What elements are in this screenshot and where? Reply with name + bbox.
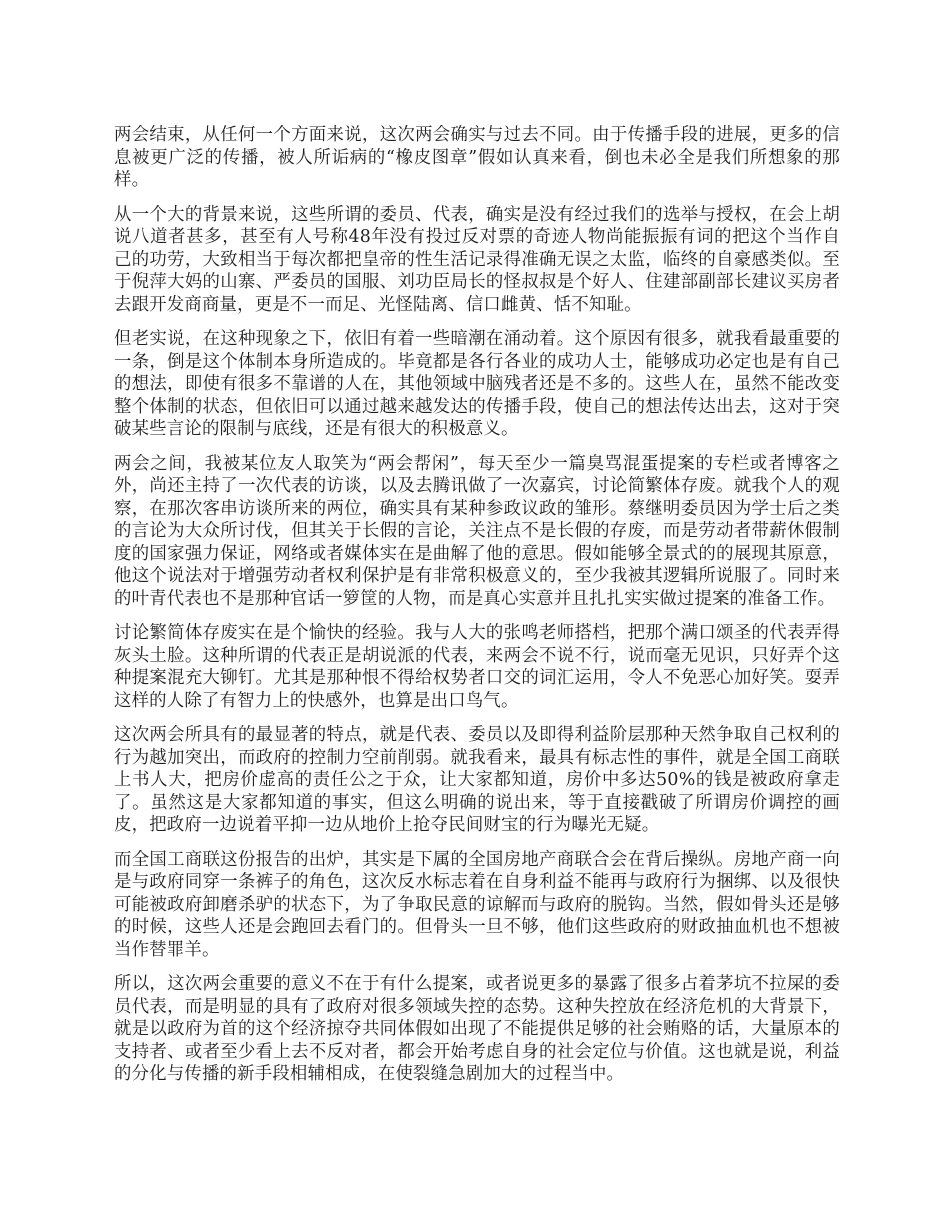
paragraph-7: 而全国工商联这份报告的出炉，其实是下属的全国房地产商联合会在背后操纵。房地产商一向是与政府同穿一条裤子的角色，这次反水标志着在自身利益不能再与政府行为捆绑、以及很快可能被政府卸磨杀驴的状态下，为了争取民意的谅解而与政府的脱钩。当然，假如骨头还是够的时候，这些人还是会跑回去看门的。但骨头一旦不够，他们这些政府的财政抽血机也不想被当作替罪羊。 [114,849,840,960]
paragraph-2: 从一个大的背景来说，这些所谓的委员、代表，确实是没有经过我们的选举与授权，在会上胡说八道者甚多，甚至有人号称48年没有投过反对票的奇迹人物尚能振振有词的把这个当作自己的功劳，大致相当于每次都把皇帝的性生活记录得准确无误之太监，临终的自豪感类似。至于倪萍大妈的山寨、严委员的国服、刘功臣局长的怪叔叔是个好人、住建部副部长建议买房者去跟开发商商量，更是不一而足、光怪陆离、信口雌黄、恬不知耻。 [114,204,840,315]
paragraph-3: 但老实说，在这种现象之下，依旧有着一些暗潮在涌动着。这个原因有很多，就我看最重要的一条，倒是这个体制本身所造成的。毕竟都是各行各业的成功人士，能够成功必定也是有自己的想法，即使有很多不靠谱的人在，其他领域中脑残者还是不多的。这些人在，虽然不能改变整个体制的状态，但依旧可以通过越来越发达的传播手段，使自己的想法传达出去，这对于突破某些言论的限制与底线，还是有很大的积极意义。 [114,329,840,439]
paragraph-1: 两会结束，从任何一个方面来说，这次两会确实与过去不同。由于传播手段的进展，更多的信息被更广泛的传播，被人所诟病的“橡皮图章”假如认真来看，倒也未必全是我们所想象的那样。 [114,125,840,190]
document-body [114,124,840,1098]
paragraph-8: 所以，这次两会重要的意义不在于有什么提案，或者说更多的暴露了很多占着茅坑不拉屎的委员代表，而是明显的具有了政府对很多领域失控的态势。这种失控放在经济危机的大背景下，就是以政府为首的这个经济掠夺共同体假如出现了不能提供足够的社会贿赂的话，大量原本的支持者、或者至少看上去不反对者，都会开始考虑自身的社会定位与价值。这也就是说，利益的分化与传播的新手段相辅相成，在使裂缝急剧加大的过程当中。 [114,974,840,1084]
paragraph-6: 这次两会所具有的最显著的特点，就是代表、委员以及即得利益阶层那种天然争取自己权利的行为越加突出，而政府的控制力空前削弱。就我看来，最具有标志性的事件，就是全国工商联上书人大，把房价虚高的责任公之于众，让大家都知道，房价中多达50%的钱是被政府拿走了。虽然这是大家都知道的事实，但这么明确的说出来，等于直接戳破了所谓房价调控的画皮，把政府一边说着平抑一边从地价上抢夺民间财宝的行为曝光无疑。 [114,725,840,835]
paragraph-5: 讨论繁简体存废实在是个愉快的经验。我与人大的张鸣老师搭档，把那个满口颂圣的代表弄得灰头土脸。这种所谓的代表正是胡说派的代表，来两会不说不行，说而毫无见识，只好弄个这种提案混充大铆钉。尤其是那种恨不得给权势者口交的词汇运用，令人不免恶心加好笑。耍弄这样的人除了有智力上的快感外，也算是出口鸟气。 [114,623,840,711]
paragraph-4: 两会之间，我被某位友人取笑为“两会帮闲”，每天至少一篇臭骂混蛋提案的专栏或者博客之外，尚还主持了一次代表的访谈，以及去腾讯做了一次嘉宾，讨论简繁体存废。就我个人的观察，在那次客串访谈所来的两位，确实具有某种参政议政的雏形。蔡继明委员因为学士后之类的言论为大众所讨伐，但其关于长假的言论，关注点不是长假的存废，而是劳动者带薪休假制度的国家强力保证，网络或者媒体实在是曲解了他的意思。假如能够全景式的的展现其原意，他这个说法对于增强劳动者权利保护是有非常积极意义的，至少我被其逻辑所说服了。同时来的叶青代表也不是那种官话一箩筐的人物，而是真心实意并且扎扎实实做过提案的准备工作。 [114,453,840,609]
